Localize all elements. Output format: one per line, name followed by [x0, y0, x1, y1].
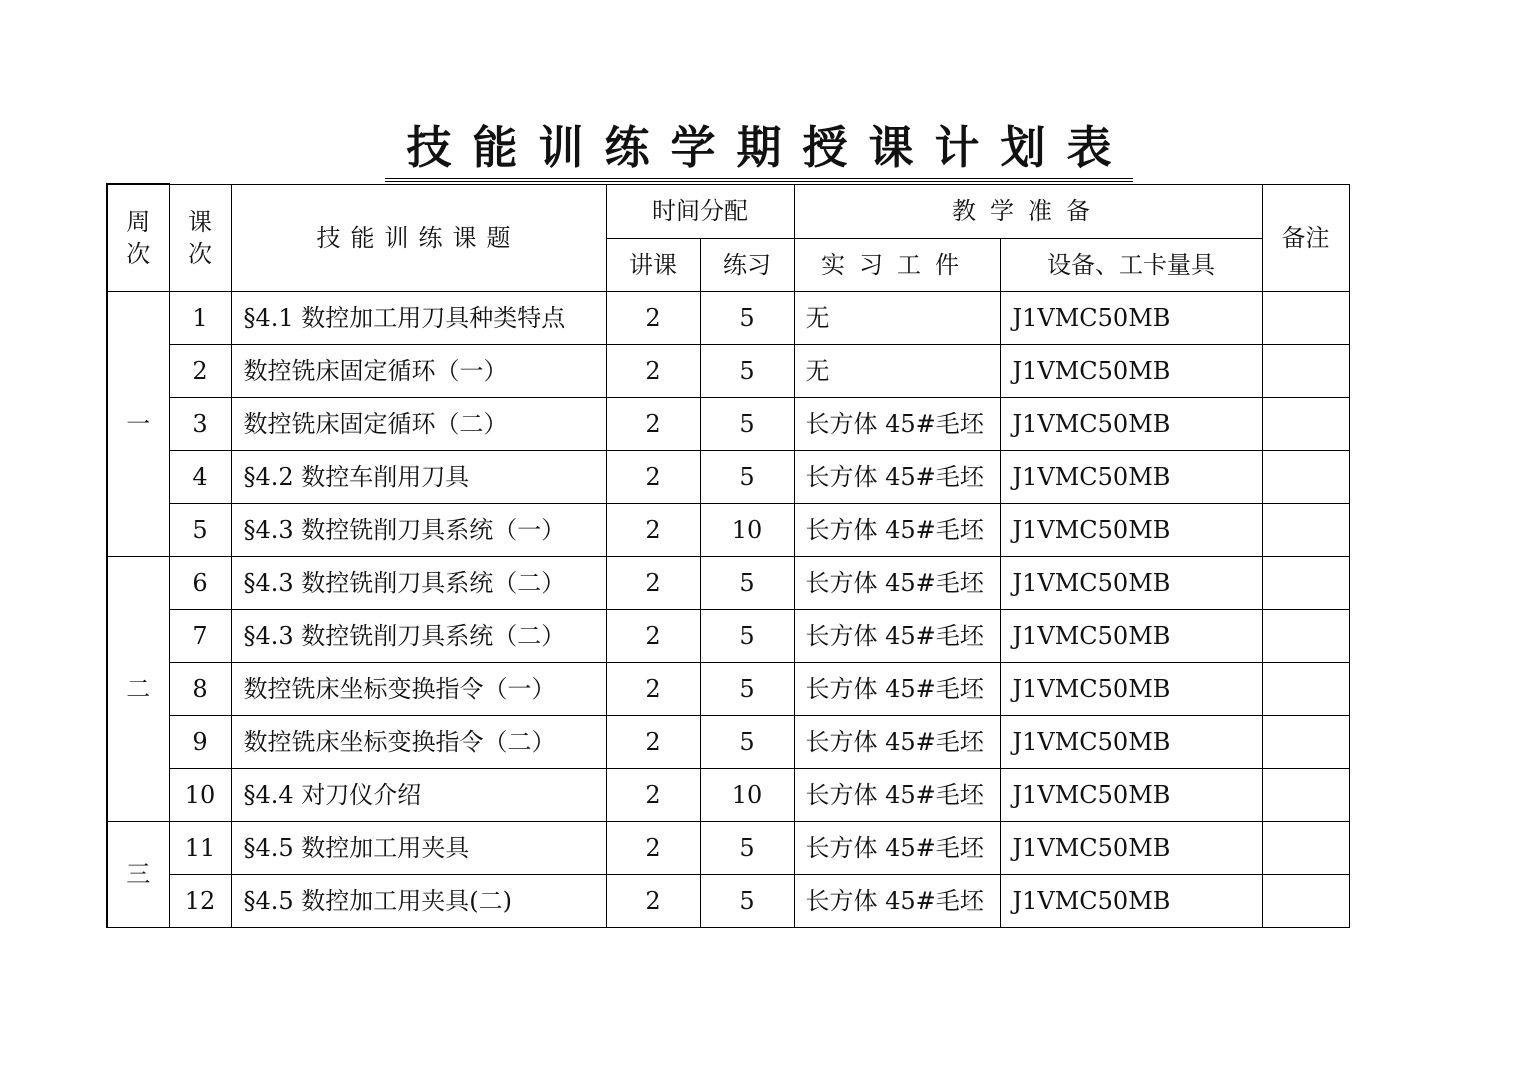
header-teaching-prep-text: 教学准备 — [952, 197, 1104, 225]
practice-hours-cell: 5 — [700, 662, 794, 715]
header-lesson-line2: 次 — [188, 239, 212, 268]
lecture-hours-cell: 2 — [606, 874, 700, 927]
table-row — [107, 715, 1349, 768]
workpiece-cell: 长方体 45#毛坯 — [794, 397, 1000, 450]
practice-hours-cell: 5 — [700, 291, 794, 344]
remark-cell — [1262, 450, 1349, 503]
header-row-1 — [107, 184, 1349, 238]
workpiece-cell: 长方体 45#毛坯 — [794, 821, 1000, 874]
lecture-hours-cell: 2 — [606, 450, 700, 503]
lesson-number-cell: 11 — [169, 821, 231, 874]
lecture-hours-cell: 2 — [606, 715, 700, 768]
lecture-hours-cell: 2 — [606, 821, 700, 874]
equipment-cell: J1VMC50MB — [1000, 344, 1262, 397]
equipment-cell: J1VMC50MB — [1000, 715, 1262, 768]
topic-cell: §4.5 数控加工用夹具(二) — [231, 874, 606, 927]
practice-hours-cell: 5 — [700, 397, 794, 450]
remark-cell — [1262, 662, 1349, 715]
workpiece-cell: 无 — [794, 344, 1000, 397]
table-body — [107, 291, 1349, 927]
topic-cell: 数控铣床固定循环（二） — [231, 397, 606, 450]
topic-cell: 数控铣床坐标变换指令（一） — [231, 662, 606, 715]
header-remarks-text: 备注 — [1281, 223, 1330, 252]
workpiece-cell: 长方体 45#毛坯 — [794, 556, 1000, 609]
practice-hours-cell: 5 — [700, 344, 794, 397]
lecture-hours-cell: 2 — [606, 397, 700, 450]
header-week-line2: 次 — [126, 239, 151, 268]
remark-cell — [1262, 397, 1349, 450]
header-equipment — [1000, 238, 1262, 291]
header-time-allocation — [606, 184, 794, 238]
practice-hours-cell: 5 — [700, 556, 794, 609]
lesson-number-cell: 12 — [169, 874, 231, 927]
remark-cell — [1262, 821, 1349, 874]
table-row — [107, 768, 1349, 821]
equipment-cell: J1VMC50MB — [1000, 291, 1262, 344]
table-row — [107, 450, 1349, 503]
week-cell — [107, 821, 169, 927]
table-row — [107, 874, 1349, 927]
lesson-number-cell: 7 — [169, 609, 231, 662]
remark-cell — [1262, 291, 1349, 344]
remark-cell — [1262, 768, 1349, 821]
lesson-number-cell: 10 — [169, 768, 231, 821]
lecture-hours-cell: 2 — [606, 609, 700, 662]
equipment-cell: J1VMC50MB — [1000, 874, 1262, 927]
lesson-number-cell: 2 — [169, 344, 231, 397]
header-lecture-text: 讲课 — [629, 250, 677, 279]
header-equipment-text: 设备、工卡量具 — [1047, 250, 1215, 279]
week-label: 二 — [126, 674, 151, 703]
header-practice-text: 练习 — [723, 250, 771, 279]
equipment-cell: J1VMC50MB — [1000, 397, 1262, 450]
workpiece-cell: 长方体 45#毛坯 — [794, 874, 1000, 927]
header-topic-text: 技能训练课题 — [316, 223, 521, 252]
lecture-hours-cell: 2 — [606, 291, 700, 344]
topic-cell: 数控铣床固定循环（一） — [231, 344, 606, 397]
course-plan-table — [106, 183, 1350, 928]
topic-cell: §4.3 数控铣削刀具系统（二） — [231, 556, 606, 609]
equipment-cell: J1VMC50MB — [1000, 821, 1262, 874]
practice-hours-cell: 5 — [700, 874, 794, 927]
week-label: 三 — [126, 860, 151, 888]
workpiece-cell: 长方体 45#毛坯 — [794, 503, 1000, 556]
table-row — [107, 397, 1349, 450]
topic-cell: 数控铣床坐标变换指令（二） — [231, 715, 606, 768]
equipment-cell: J1VMC50MB — [1000, 503, 1262, 556]
workpiece-cell: 长方体 45#毛坯 — [794, 609, 1000, 662]
header-workpiece — [794, 238, 1000, 291]
workpiece-cell: 长方体 45#毛坯 — [794, 715, 1000, 768]
equipment-cell: J1VMC50MB — [1000, 609, 1262, 662]
table-row — [107, 503, 1349, 556]
topic-cell: §4.4 对刀仪介绍 — [231, 768, 606, 821]
table-row — [107, 291, 1349, 344]
topic-cell: §4.3 数控铣削刀具系统（二） — [231, 609, 606, 662]
workpiece-cell: 长方体 45#毛坯 — [794, 450, 1000, 503]
equipment-cell: J1VMC50MB — [1000, 662, 1262, 715]
table-row — [107, 821, 1349, 874]
practice-hours-cell: 5 — [700, 715, 794, 768]
lesson-number-cell: 6 — [169, 556, 231, 609]
header-remarks — [1262, 184, 1349, 291]
table-row — [107, 609, 1349, 662]
workpiece-cell: 长方体 45#毛坯 — [794, 662, 1000, 715]
table-row — [107, 662, 1349, 715]
lecture-hours-cell: 2 — [606, 556, 700, 609]
table-row — [107, 344, 1349, 397]
equipment-cell: J1VMC50MB — [1000, 768, 1262, 821]
practice-hours-cell: 5 — [700, 609, 794, 662]
practice-hours-cell: 5 — [700, 821, 794, 874]
header-lecture — [606, 238, 700, 291]
lesson-number-cell: 5 — [169, 503, 231, 556]
header-lesson — [169, 184, 231, 291]
topic-cell: §4.2 数控车削用刀具 — [231, 450, 606, 503]
header-lesson-line1: 课 — [188, 207, 212, 236]
workpiece-cell: 无 — [794, 291, 1000, 344]
lecture-hours-cell: 2 — [606, 768, 700, 821]
page-title — [0, 118, 1518, 182]
equipment-cell: J1VMC50MB — [1000, 556, 1262, 609]
lesson-number-cell: 1 — [169, 291, 231, 344]
lesson-number-cell: 3 — [169, 397, 231, 450]
week-label: 一 — [126, 409, 151, 438]
topic-cell: §4.1 数控加工用刀具种类特点 — [231, 291, 606, 344]
practice-hours-cell: 5 — [700, 450, 794, 503]
lesson-number-cell: 9 — [169, 715, 231, 768]
header-week-line1: 周 — [126, 207, 151, 236]
equipment-cell: J1VMC50MB — [1000, 450, 1262, 503]
header-topic — [231, 184, 606, 291]
header-practice — [700, 238, 794, 291]
lecture-hours-cell: 2 — [606, 344, 700, 397]
remark-cell — [1262, 556, 1349, 609]
workpiece-cell: 长方体 45#毛坯 — [794, 768, 1000, 821]
remark-cell — [1262, 874, 1349, 927]
lecture-hours-cell: 2 — [606, 662, 700, 715]
practice-hours-cell: 10 — [700, 768, 794, 821]
title-text: 技能训练学期授课计划表 — [385, 118, 1132, 182]
header-time-allocation-text: 时间分配 — [652, 197, 748, 225]
lesson-number-cell: 8 — [169, 662, 231, 715]
topic-cell: §4.5 数控加工用夹具 — [231, 821, 606, 874]
lecture-hours-cell: 2 — [606, 503, 700, 556]
week-cell — [107, 291, 169, 556]
table-row — [107, 556, 1349, 609]
remark-cell — [1262, 344, 1349, 397]
header-week — [107, 184, 169, 291]
week-cell — [107, 556, 169, 821]
topic-cell: §4.3 数控铣削刀具系统（一） — [231, 503, 606, 556]
remark-cell — [1262, 609, 1349, 662]
practice-hours-cell: 10 — [700, 503, 794, 556]
remark-cell — [1262, 503, 1349, 556]
remark-cell — [1262, 715, 1349, 768]
lesson-number-cell: 4 — [169, 450, 231, 503]
header-teaching-prep — [794, 184, 1262, 238]
header-workpiece-text: 实习工件 — [821, 250, 973, 279]
